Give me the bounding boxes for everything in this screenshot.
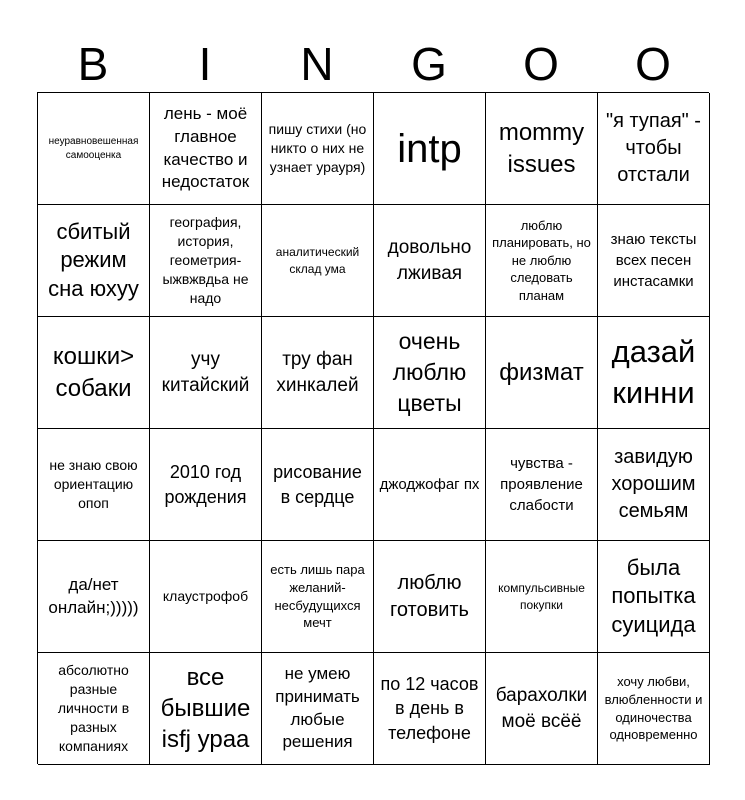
cell-text: "я тупая" - чтобы отстали [606, 110, 701, 186]
bingo-cell[interactable] [486, 317, 598, 429]
cell-text: клаустрофоб [162, 588, 249, 605]
cell-text: intp [397, 126, 462, 171]
bingo-cell[interactable] [38, 653, 150, 765]
bingo-cell[interactable] [262, 93, 374, 205]
bingo-cell[interactable] [150, 205, 262, 317]
cell-text: дазай кинни [611, 334, 696, 410]
bingo-cell[interactable] [262, 541, 374, 653]
bingo-cell[interactable] [374, 541, 486, 653]
bingo-cell[interactable] [150, 429, 262, 541]
bingo-cell[interactable] [38, 429, 150, 541]
bingo-cell[interactable] [262, 317, 374, 429]
cell-text: не умею принимать любые решения [275, 663, 360, 752]
cell-text: пишу стихи (но никто о них не узнает урауря) [268, 121, 367, 175]
bingo-cell[interactable] [486, 429, 598, 541]
bingo-cell[interactable] [374, 317, 486, 429]
cell-text: аналитический склад ума [275, 245, 360, 276]
bingo-cell[interactable] [598, 429, 710, 541]
bingo-cell[interactable] [374, 93, 486, 205]
bingo-cell[interactable] [486, 205, 598, 317]
bingo-cell[interactable] [486, 653, 598, 765]
cell-text: чувства - проявление слабости [500, 455, 583, 514]
bingo-cell[interactable] [598, 205, 710, 317]
cell-text: по 12 часов в день в телефоне [380, 674, 479, 743]
header-letter-o-2: O [635, 38, 671, 90]
bingo-cell[interactable] [374, 429, 486, 541]
bingo-grid [37, 92, 709, 764]
cell-text: 2010 год рождения [164, 462, 247, 507]
cell-text: завидую хорошим семьям [611, 446, 696, 522]
cell-text: рисование в сердце [273, 462, 362, 507]
bingo-cell[interactable] [38, 93, 150, 205]
cell-text: mommy issues [498, 119, 585, 178]
bingo-cell[interactable] [262, 653, 374, 765]
cell-text: компульсивные покупки [498, 581, 585, 612]
cell-text: лень - моё главное качество и недостаток [161, 103, 250, 192]
cell-text: очень люблю цветы [392, 327, 467, 417]
bingo-cell[interactable] [598, 653, 710, 765]
bingo-cell[interactable] [598, 317, 710, 429]
bingo-header [37, 38, 709, 90]
bingo-cell[interactable] [38, 205, 150, 317]
cell-text: довольно лживая [387, 236, 472, 284]
bingo-cell[interactable] [486, 541, 598, 653]
cell-text: физмат [499, 358, 584, 386]
cell-text: люблю готовить [390, 571, 469, 621]
bingo-cell[interactable] [374, 653, 486, 765]
bingo-cell[interactable] [598, 93, 710, 205]
cell-text: была попытка суицида [611, 554, 696, 637]
header-letter-i: I [198, 38, 212, 90]
bingo-cell[interactable] [486, 93, 598, 205]
bingo-cell[interactable] [38, 317, 150, 429]
bingo-cell[interactable] [262, 205, 374, 317]
cell-text: есть лишь пара желаний-несбудущихся мечт [270, 562, 365, 631]
cell-text: кошки> собаки [52, 343, 135, 402]
bingo-cell[interactable] [150, 541, 262, 653]
header-letter-g: G [411, 38, 447, 90]
bingo-cell[interactable] [150, 317, 262, 429]
header-letter-o: O [523, 38, 559, 90]
cell-text: да/нет онлайн;))))) [48, 574, 139, 617]
cell-text: неуравновешенная самооценка [48, 135, 139, 161]
bingo-cell[interactable] [38, 541, 150, 653]
bingo-cell[interactable] [262, 429, 374, 541]
cell-text: джоджофаг пх [379, 476, 480, 493]
cell-text: не знаю свою ориентацию опоп [49, 457, 138, 511]
cell-text: барахолки моё всёё [495, 684, 588, 732]
header-letter-n: N [300, 38, 334, 90]
cell-text: сбитый режим сна юхуу [48, 218, 139, 301]
bingo-cell[interactable] [150, 93, 262, 205]
cell-text: география, история, геометрия-ыжвжвдьа не надо [162, 214, 249, 306]
cell-text: люблю планировать, но не люблю следовать планам [492, 217, 591, 303]
bingo-cell[interactable] [374, 205, 486, 317]
bingo-cell[interactable] [150, 653, 262, 765]
cell-text: все бывшие isfj ураа [160, 663, 251, 754]
header-letter-b: B [77, 38, 109, 90]
cell-text: учу китайский [161, 348, 250, 396]
bingo-cell[interactable] [598, 541, 710, 653]
cell-text: знаю тексты всех песен инстасамки [610, 231, 697, 290]
cell-text: абсолютно разные личности в разных компаниях [57, 662, 130, 754]
cell-text: хочу любви, влюбленности и одиночества одновременно [604, 674, 703, 743]
cell-text: тру фан хинкалей [276, 348, 359, 396]
